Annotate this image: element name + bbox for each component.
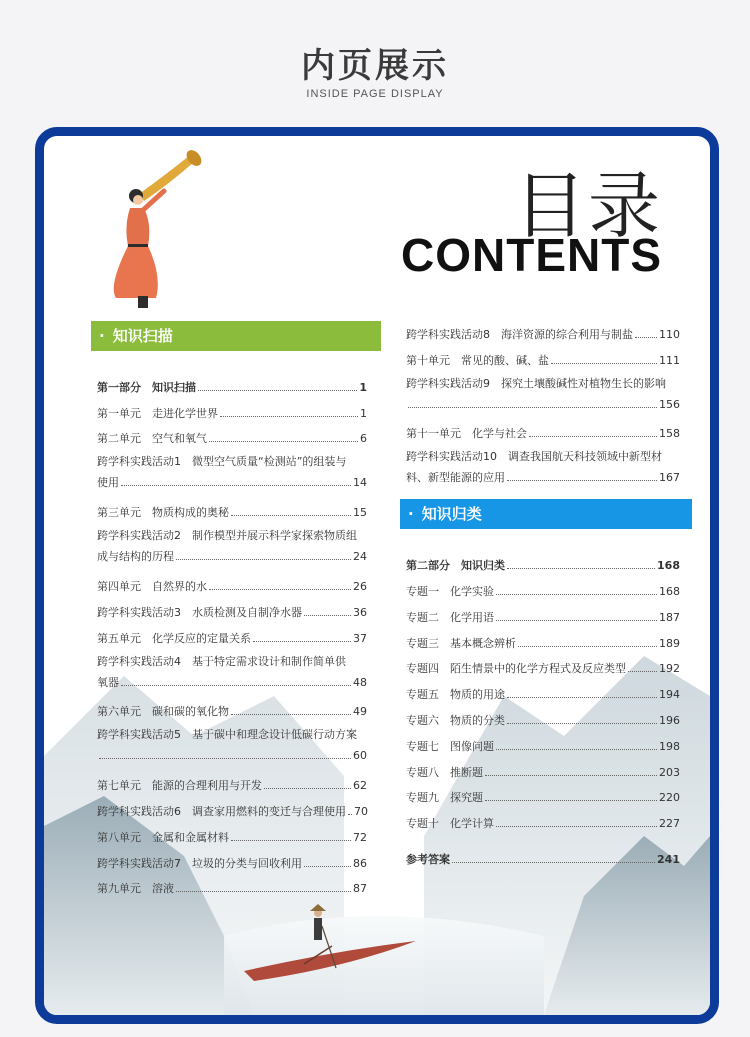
toc-entry-label: 参考答案: [406, 852, 450, 866]
toc-entry-page: 37: [353, 631, 367, 645]
toc-entry[interactable]: [406, 805, 680, 831]
toc-entry-page: 168: [657, 559, 680, 573]
toc-entry-label: 专题七 图像问题: [406, 739, 494, 753]
dot-leader: [408, 407, 657, 408]
toc-entry-label: 第四单元 自然界的水: [97, 579, 207, 593]
toc-entry-answers[interactable]: [406, 841, 680, 867]
toc-list-right-top: [406, 316, 680, 489]
toc-entry[interactable]: [406, 651, 680, 677]
toc-entry[interactable]: [406, 676, 680, 702]
dot-leader: [176, 559, 351, 560]
toc-entry-label: 专题六 物质的分类: [406, 713, 505, 727]
toc-entry-label: 第十一单元 化学与社会: [406, 427, 527, 441]
toc-entry[interactable]: [406, 547, 680, 573]
toc-entry[interactable]: [97, 594, 367, 620]
toc-entry[interactable]: [97, 767, 367, 793]
toc-entry-label: 跨学科实践活动7 垃圾的分类与回收利用: [97, 856, 302, 870]
toc-entry[interactable]: [97, 446, 367, 494]
toc-entry-label: 第一部分 知识扫描: [97, 380, 196, 394]
section-header-scan: [91, 321, 381, 351]
toc-entry-label: 跨学科实践活动10 调查我国航天科技领域中新型材: [406, 450, 662, 464]
toc-entry[interactable]: [406, 754, 680, 780]
page-frame: [35, 127, 719, 1024]
dot-leader: [99, 758, 351, 759]
toc-list-left: [97, 369, 367, 896]
dot-leader: [496, 594, 657, 595]
toc-entry-page: 6: [360, 432, 367, 446]
toc-entry-page: 156: [659, 397, 680, 411]
dot-leader: [485, 800, 657, 801]
dot-leader: [518, 646, 657, 647]
toc-entry[interactable]: [406, 702, 680, 728]
toc-entry[interactable]: [97, 719, 367, 767]
toc-entry[interactable]: [406, 728, 680, 754]
page-title-en: CONTENTS: [401, 229, 662, 281]
toc-entry-label: 跨学科实践活动6 调查家用燃料的变迁与合理使用: [97, 804, 346, 818]
toc-entry-label: 专题八 推断题: [406, 765, 483, 779]
toc-entry-label-cont: 氧器: [97, 675, 119, 689]
toc-entry[interactable]: [97, 421, 367, 447]
toc-right-column: [406, 316, 680, 867]
toc-entry-label: 第五单元 化学反应的定量关系: [97, 631, 251, 645]
toc-entry-label: 跨学科实践活动4 基于特定需求设计和制作简单供: [97, 654, 346, 668]
toc-entry-page: 167: [659, 471, 680, 485]
toc-entry-page: 110: [659, 327, 680, 341]
toc-entry-page: 220: [659, 791, 680, 805]
toc-entry[interactable]: [406, 441, 680, 489]
toc-entry-page: 36: [353, 605, 367, 619]
section-header-classify: [400, 499, 692, 529]
dot-leader: [209, 441, 358, 442]
dot-leader: [231, 515, 351, 516]
toc-entry-label: 专题十 化学计算: [406, 817, 494, 831]
dot-leader: [198, 390, 357, 391]
dot-leader: [304, 866, 351, 867]
toc-entry-page: 111: [659, 353, 680, 367]
toc-entry-page: 24: [353, 550, 367, 564]
section-title: 知识扫描: [112, 327, 173, 345]
dot-leader: [485, 775, 657, 776]
toc-entry-label: 跨学科实践活动1 微型空气质量“检测站”的组装与: [97, 455, 347, 469]
toc-list-right: [406, 547, 680, 831]
toc-entry-label: 第十单元 常见的酸、碱、盐: [406, 353, 549, 367]
horn-player-icon: [114, 147, 205, 308]
toc-entry-page: 86: [353, 856, 367, 870]
toc-entry-page: 60: [353, 749, 367, 763]
toc-entry-label-cont: 成与结构的历程: [97, 550, 174, 564]
dot-leader: [507, 697, 657, 698]
toc-entry-label: 第二单元 空气和氧气: [97, 432, 207, 446]
dot-leader: [348, 814, 352, 815]
dot-leader: [231, 840, 351, 841]
toc-entry-label: 专题五 物质的用途: [406, 688, 505, 702]
toc-entry[interactable]: [97, 793, 367, 819]
toc-entry[interactable]: [406, 368, 680, 416]
toc-entry-label: 跨学科实践活动5 基于碳中和理念设计低碳行动方案: [97, 728, 357, 742]
toc-entry-label-cont: 使用: [97, 476, 119, 490]
toc-entry[interactable]: [406, 573, 680, 599]
toc-entry-label: 跨学科实践活动3 水质检测及自制净水器: [97, 605, 302, 619]
toc-entry-label: 跨学科实践活动2 制作模型并展示科学家探索物质组: [97, 529, 357, 543]
toc-entry[interactable]: [406, 599, 680, 625]
dot-leader: [121, 685, 351, 686]
dot-leader: [507, 723, 657, 724]
dot-leader: [220, 416, 358, 417]
toc-entry-page: 1: [360, 406, 367, 420]
dot-leader: [529, 436, 657, 437]
dot-leader: [253, 641, 351, 642]
toc-entry[interactable]: [97, 819, 367, 845]
dot-leader: [452, 862, 655, 863]
dot-leader: [628, 671, 657, 672]
toc-entry-page: 227: [659, 817, 680, 831]
toc-entry-page: 198: [659, 739, 680, 753]
toc-entry-page: 189: [659, 636, 680, 650]
toc-entry[interactable]: [97, 694, 367, 720]
dot-leader: [551, 363, 657, 364]
toc-entry[interactable]: [97, 568, 367, 594]
section-bullet: ·: [99, 327, 105, 345]
toc-entry[interactable]: [97, 494, 367, 520]
toc-entry[interactable]: [406, 416, 680, 442]
toc-entry[interactable]: [97, 369, 367, 395]
dot-leader: [496, 749, 657, 750]
toc-entry-label: 第六单元 碳和碳的氧化物: [97, 705, 229, 719]
dot-leader: [496, 826, 657, 827]
dot-leader: [635, 337, 657, 338]
toc-entry-label: 专题四 陌生情景中的化学方程式及反应类型: [406, 662, 626, 676]
toc-entry-page: 158: [659, 427, 680, 441]
dot-leader: [121, 485, 351, 486]
toc-entry-page: 72: [353, 830, 367, 844]
toc-entry-page: 15: [353, 506, 367, 520]
toc-entry-page: 203: [659, 765, 680, 779]
dot-leader: [231, 714, 351, 715]
toc-entry-label: 第九单元 溶液: [97, 882, 174, 896]
toc-entry-label: 跨学科实践活动8 海洋资源的综合利用与制盐: [406, 327, 633, 341]
toc-entry-page: 49: [353, 705, 367, 719]
toc-entry-page: 26: [353, 579, 367, 593]
dot-leader: [507, 480, 657, 481]
toc-entry-page: 14: [353, 476, 367, 490]
section-title: 知识归类: [421, 505, 482, 524]
toc-entry-label: 专题二 化学用语: [406, 610, 494, 624]
toc-entry[interactable]: [97, 871, 367, 897]
page-title-cn: 目录: [513, 164, 662, 248]
toc-entry-label: 专题一 化学实验: [406, 584, 494, 598]
toc-entry-page: 62: [353, 779, 367, 793]
toc-entry-page: 168: [659, 584, 680, 598]
toc-entry-label: 第一单元 走进化学世界: [97, 406, 218, 420]
toc-entry-page: 70: [354, 804, 368, 818]
dot-leader: [209, 589, 351, 590]
section-bullet: ·: [408, 505, 414, 524]
toc-entry-label: 第七单元 能源的合理利用与开发: [97, 779, 262, 793]
toc-entry-label: 专题九 探究题: [406, 791, 483, 805]
dot-leader: [176, 891, 351, 892]
toc-entry-page: 48: [353, 675, 367, 689]
toc-entry-label: 第八单元 金属和金属材料: [97, 830, 229, 844]
toc-entry[interactable]: [406, 316, 680, 342]
toc-entry-page: 87: [353, 882, 367, 896]
toc-entry-label: 专题三 基本概念辨析: [406, 636, 516, 650]
dot-leader: [496, 620, 657, 621]
dot-leader: [264, 788, 351, 789]
dot-leader: [507, 568, 655, 569]
toc-entry[interactable]: [406, 625, 680, 651]
toc-left-column: [97, 321, 367, 896]
header-subtitle: INSIDE PAGE DISPLAY: [306, 88, 444, 100]
toc-entry-page: 194: [659, 688, 680, 702]
toc-entry[interactable]: [97, 845, 367, 871]
toc-entry-label: 跨学科实践活动9 探究土壤酸碱性对植物生长的影响: [406, 376, 666, 390]
toc-entry[interactable]: [97, 520, 367, 568]
toc-entry-page: 192: [659, 662, 680, 676]
toc-entry-page: 241: [657, 852, 680, 866]
toc-entry[interactable]: [97, 395, 367, 421]
header-title: 内页展示: [301, 46, 449, 86]
toc-entry[interactable]: [406, 342, 680, 368]
toc-entry[interactable]: [97, 620, 367, 646]
toc-entry-label: 第二部分 知识归类: [406, 559, 505, 573]
toc-entry-label-cont: 料、新型能源的应用: [406, 471, 505, 485]
toc-entry[interactable]: [97, 646, 367, 694]
toc-entry-page: 187: [659, 610, 680, 624]
toc-entry[interactable]: [406, 780, 680, 806]
toc-entry-label: 第三单元 物质构成的奥秘: [97, 506, 229, 520]
dot-leader: [304, 615, 351, 616]
toc-entry-page: 1: [359, 380, 367, 394]
toc-entry-page: 196: [659, 713, 680, 727]
